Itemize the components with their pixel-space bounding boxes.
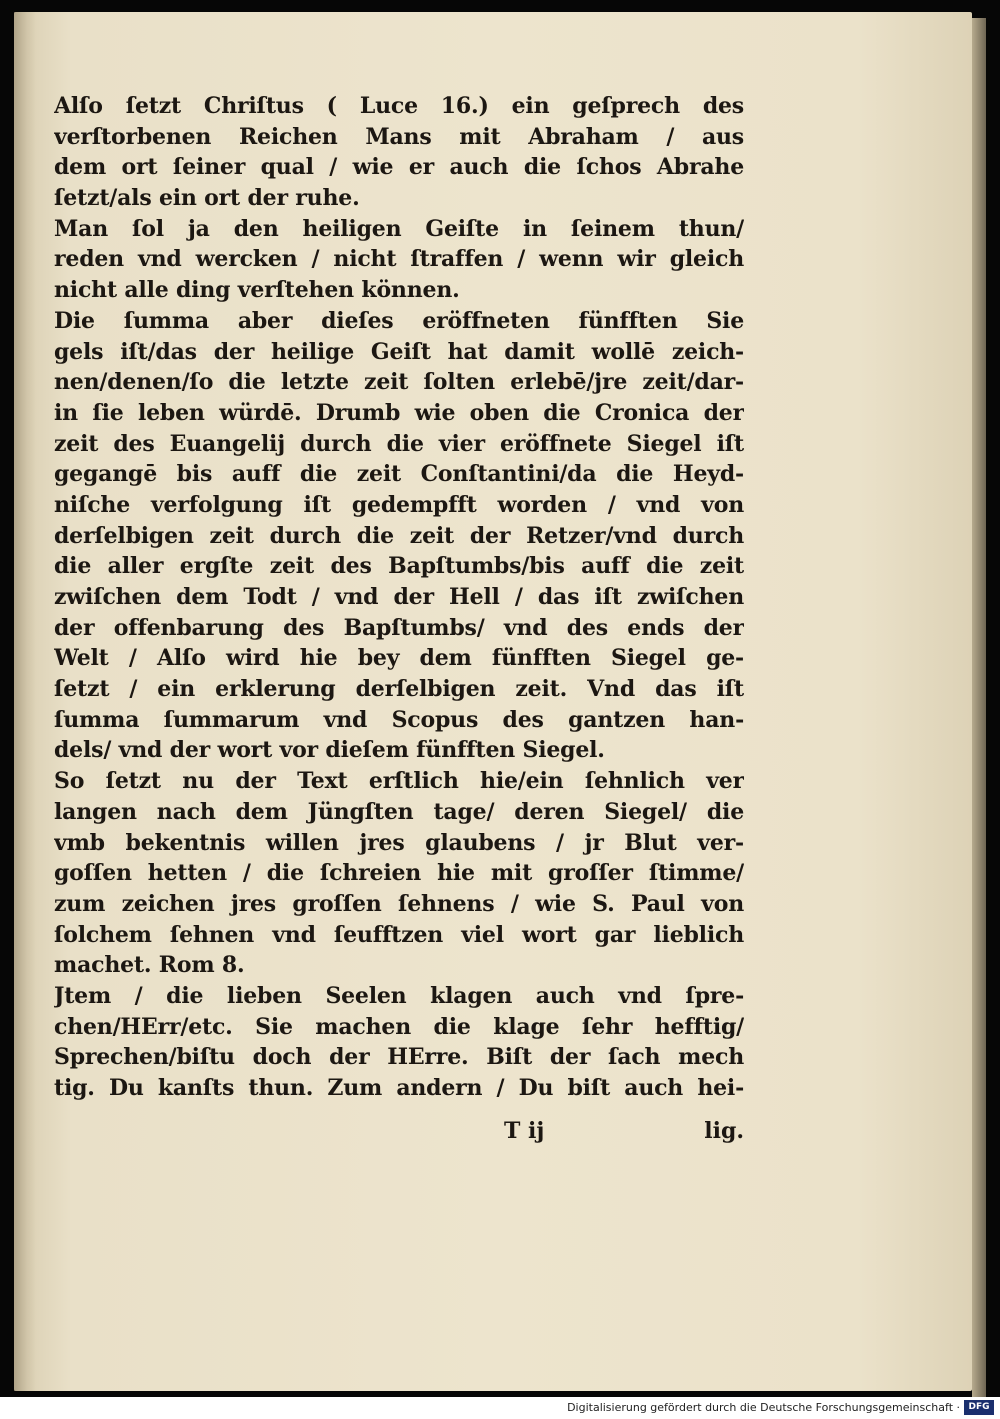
text-line: Man ſol ja den heiligen Geiſte in ſeinem thun/ xyxy=(54,215,744,242)
text-line: Welt / Alſo wird hie bey dem fünfften Siegel ge- xyxy=(54,645,744,672)
text-line: zum zeichen jres groſſen ſehnens / wie S. Paul von xyxy=(54,890,744,917)
text-line: dels/ vnd der wort vor dieſem fünfften Siegel. xyxy=(54,737,605,764)
catchword: lig. xyxy=(704,1118,744,1144)
text-line: gegangē bis auff die zeit Conſtantini/da die Heyd- xyxy=(54,461,744,488)
text-line: die aller ergſte zeit des Bapſtumbs/bis auff die zeit xyxy=(54,553,744,580)
text-line: der offenbarung des Bapſtumbs/ vnd des ends der xyxy=(54,614,744,641)
text-line: ſetzt / ein erklerung derſelbigen zeit. Vnd das iſt xyxy=(54,676,744,703)
text-line: verſtorbenen Reichen Mans mit Abraham / aus xyxy=(54,123,744,150)
book-page xyxy=(14,12,972,1391)
dfg-logo-icon: DFG xyxy=(964,1400,994,1415)
text-line: Jtem / die lieben Seelen klagen auch vnd ſpre- xyxy=(54,982,744,1009)
text-line: ſetzt/als ein ort der ruhe. xyxy=(54,185,360,212)
signature-mark: T ij xyxy=(504,1118,545,1144)
text-line: nicht alle ding verſtehen können. xyxy=(54,277,460,304)
page-footer xyxy=(54,1118,744,1148)
text-line: vmb bekentnis willen jres glaubens / jr Blut ver- xyxy=(54,829,744,856)
text-line: langen nach dem Jüngſten tage/ deren Siegel/ die xyxy=(54,798,744,825)
text-line: niſche verfolgung iſt gedempfft worden / vnd von xyxy=(54,491,744,518)
text-line: reden vnd wercken / nicht ſtraffen / wenn wir gleich xyxy=(54,246,744,273)
text-line: chen/HErr/etc. Sie machen die klage ſehr hefftig/ xyxy=(54,1013,744,1040)
text-line: So ſetzt nu der Text erſtlich hie/ein ſehnlich ver xyxy=(54,768,744,795)
text-line: Die ſumma aber dieſes eröffneten fünfften Sie xyxy=(54,307,744,334)
body-text xyxy=(54,91,744,1104)
text-line: gels iſt/das der heilige Geiſt hat damit wollē zeich- xyxy=(54,338,744,365)
text-line: ſolchem ſehnen vnd ſeufftzen viel wort gar lieblich xyxy=(54,921,744,948)
text-line: derſelbigen zeit durch die zeit der Retzer/vnd durch xyxy=(54,522,744,549)
text-line: zwiſchen dem Todt / vnd der Hell / das iſt zwiſchen xyxy=(54,584,744,610)
text-line: dem ort ſeiner qual / wie er auch die ſchos Abrahe xyxy=(54,154,744,181)
text-line: nen/denen/ſo die letzte zeit ſolten erlebē/jre zeit/dar- xyxy=(54,369,744,396)
text-line: in ſie leben würdē. Drumb wie oben die Cronica der xyxy=(54,399,744,426)
text-line: ſumma ſummarum vnd Scopus des gantzen han- xyxy=(54,706,744,733)
page-gutter-shadow xyxy=(14,12,36,1391)
text-line: goſſen hetten / die ſchreien hie mit groſſer ſtimme/ xyxy=(54,860,744,887)
page-edge xyxy=(972,18,986,1403)
text-line: Sprechen/biſtu doch der HErre. Biſt der ſach mech xyxy=(54,1044,744,1071)
digitization-credit-bar xyxy=(0,1397,1000,1419)
credit-text: Digitalisierung gefördert durch die Deutsche Forschungsgemeinschaft · xyxy=(567,1401,960,1414)
text-line: tig. Du kanſts thun. Zum andern / Du biſt auch hei- xyxy=(54,1075,744,1101)
text-line: machet. Rom 8. xyxy=(54,952,245,979)
text-line: Alſo ſetzt Chriſtus ( Luce 16.) ein geſprech des xyxy=(54,93,744,119)
text-line: zeit des Euangelij durch die vier eröffnete Siegel iſt xyxy=(54,430,744,457)
